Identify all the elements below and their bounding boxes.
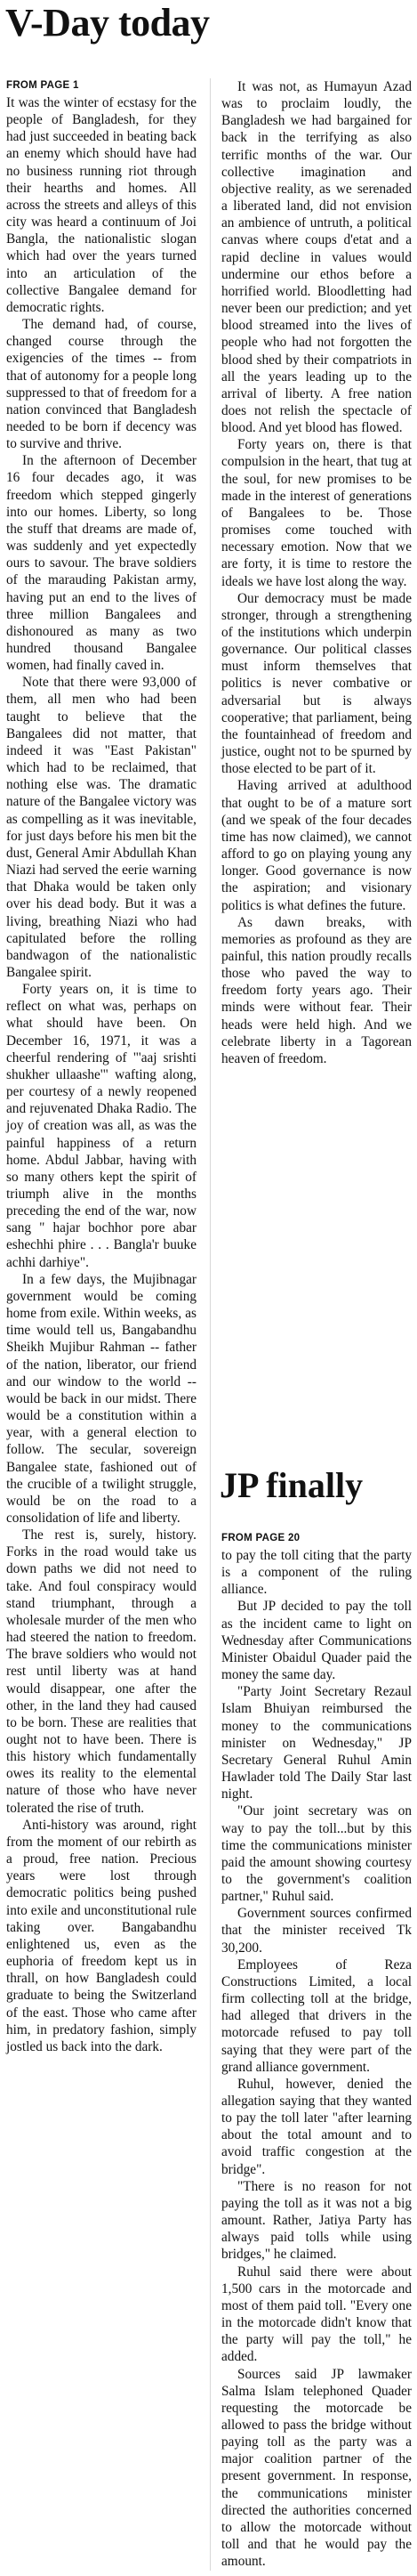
story-paragraph: As dawn breaks, with memories as profound as they are painful, this nation proudly recalls those who paved the way to freedom forty years ago. Their minds were without fear. Their heads were held high. And we celebrate liberty in a Tagorean heaven of freedom. [221,914,412,1066]
second-headline: JP finally [220,1465,364,1505]
story-paragraph: Our democracy must be made stronger, through a strengthening of the institutions which underpin governance. Our political classes must inform themselves that politics is never combative or adversarial but is always cooperative; that parliament, being the fountainhead of freedom and justice, ought not to be spurned by those elected to be part of it. [221,590,412,777]
story-paragraph: Ruhul said there were about 1,500 cars in the motorcade and most of them paid toll. "Every one in the motorcade didn't know that the party will pay the toll," he added. [221,2264,412,2365]
second-story-column [221,1531,412,2570]
story-paragraph: "Our joint secretary was on way to pay the toll...but by this time the communications minister paid the amount showing courtesy to the government's coalition partner," Ruhul said. [221,1803,412,1905]
story-paragraph: Note that there were 93,000 of them, all men who had been taught to believe that the Bangalees did not matter, that indeed it was "East Pakistan" which had to be reclaimed, that nothing else was. The dramatic nature of the Bangalee victory was as compelling as it was inevitable, for just days before his men bit the dust, General Amir Abdullah Khan Niazi had served the eerie warning that Dhaka would be taken only over his dead body. But it was a living, breathing Niazi who had capitulated before the rolling bandwagon of the nationalistic Bangalee spirit. [6,675,196,980]
story-paragraph: The demand had, of course, changed course through the exigencies of the times -- from that of autonomy for a people long suppressed to that of freedom for a nation convinced that Bangladesh needed to be born if decency was to survive and thrive. [6,317,196,452]
story-paragraph: Forty years on, it is time to reflect on what was, perhaps on what should have been. On December 16, 1971, it was a cheerful rendering of "'aaj srishti shukher ullaashe'" wafting along, per courtesy of a newly reopened and rejuvenated Dhaka Radio. The joy of creation was all, as was the painful happiness of a return home. Abdul Jabbar, having with so many others kept the spirit of triumph alive in the months preceding the end of the war, now sang " hajar bochhor pore abar eshechhi phire . . . Bangla'r buuke achhi darhiye". [6,982,196,1270]
story-paragraph: Having arrived at adulthood that ought to be of a mature sort (and we speak of the four decades time has now claimed), we cannot afford to go on playing young any longer. Good governance is now the aspiration; and visionary politics is what defines the future. [221,778,412,913]
main-story-column-right [221,78,412,1067]
story-paragraph: It was the winter of ecstasy for the people of Bangladesh, for they had just succeeded in beating back an enemy which should have had no business running riot through their hearths and homes. All across the streets and alleys of this city was heard a continuum of Joi Bangla, the nationalistic slogan which had over the years turned into an articulation of the collective Bangalee demand for democratic rights. [6,95,196,315]
story-paragraph: Sources said JP lawmaker Salma Islam telephoned Quader requesting the motorcade be allowed to pass the bridge without paying toll as the party was a major coalition partner of the present government. In response, the communications minister directed the authorities concerned to allow the motorcade without toll and that he would pay the amount. [221,2366,412,2570]
story-paragraph: In the afternoon of December 16 four decades ago, it was freedom which stepped gingerly into our homes. Liberty, so long the stuff that dreams are made of, was suddenly and yet expectedly ours to savour. The brave soldiers of the marauding Pakistan army, having put an end to the lives of three million Bangalees and dishonoured as many as two hundred thousand Bangalee women, had finally caved in. [6,453,196,674]
story-paragraph: Anti-history was around, right from the moment of our rebirth as a proud, free nation. Precious years were lost through democratic politics being pushed into exile and unconstitutional rule taking over. Bangabandhu enlightened us, even as the euphoria of freedom kept us in thrall, on how Bangladesh could graduate to being the Switzerland of the east. Those who came after him, in predatory fashion, simply jostled us back into the dark. [6,1817,196,2054]
story-paragraph: Government sources confirmed that the minister received Tk 30,200. [221,1906,412,1956]
story-paragraph: "Party Joint Secretary Rezaul Islam Bhuiyan reimbursed the money to the communications minister on Wednesday," JP Secretary General Ruhul Amin Hawlader told The Daily Star last night. [221,1684,412,1802]
story-paragraph: "There is no reason for not paying the toll as it was not a big amount. Rather, Jatiya Party has always paid tolls while using bridges," he claimed. [221,2178,412,2263]
story-paragraph: The rest is, surely, history. Forks in the road would take us down paths we did not need to take. And foul conspiracy would stand triumphant, through a wholesale murder of the men who had steered the nation to freedom. The brave soldiers who would not rest until liberty was at hand would disappear, one after the other, in the land they had caused to be born. These are realities that ought not to have been. There is this history which fundamentally owes its reality to the elemental nature of those who have never tolerated the rise of truth. [6,1527,196,1816]
story-paragraph: Forty years on, there is that compulsion in the heart, that tug at the soul, for new promises to be made in the interest of generations of Bangalees to be. Those promises come touched with necessary emotion. Now that we are forty, it is time to restore the ideals we have lost along the way. [221,437,412,589]
story-paragraph: Employees of Reza Constructions Limited, a local firm collecting toll at the bridge, had alleged that drivers in the motorcade refused to pay toll saying that they were part of the grand alliance government. [221,1956,412,2075]
story-paragraph: It was not, as Humayun Azad was to proclaim loudly, the Bangladesh we had bargained for back in the terrifying as also terrific months of the war. Our collective imagination and objective reality, as we serenaded a liberated land, did not envision an ambience of untruth, a political canvas where coups d'etat and a rapid decline in values would undermine our ethos before a horrified world. Bloodletting had never been our prediction; and yet blood streamed into the lives of people who had not forgotten the blood shed by their compatriots in all the years leading up to the arrival of liberty. A free nation does not relish the spectacle of blood. And yet blood has flowed. [221,79,412,436]
main-story-column-left [6,78,196,2055]
from-page-label: FROM PAGE 20 [221,1533,301,1543]
from-page-label: FROM PAGE 1 [6,80,79,91]
story-paragraph: Ruhul, however, denied the allegation saying that they wanted to pay the toll later "after learning about the total amount and to avoid traffic congestion at the bridge". [221,2076,412,2177]
story-paragraph: to pay the toll citing that the party is a component of the ruling alliance. [221,1548,412,1598]
story-paragraph: In a few days, the Mujibnagar government would be coming home from exile. Within weeks, as time would tell us, Bangabandhu Sheikh Mujibur Rahman -- father of the nation, liberator, our friend and our window to the world -- would be back in our midst. There would be a constitution within a year, with a general election to follow. The secular, sovereign Bangalee state, fashioned out of the crucible of a twilight struggle, would be on the road to a consolidation of life and liberty. [6,1271,196,1526]
column-divider [210,78,211,2571]
story-paragraph: But JP decided to pay the toll as the incident came to light on Wednesday after Communications Minister Obaidul Quader paid the money the same day. [221,1599,412,1683]
main-headline: V-Day today [5,1,210,45]
